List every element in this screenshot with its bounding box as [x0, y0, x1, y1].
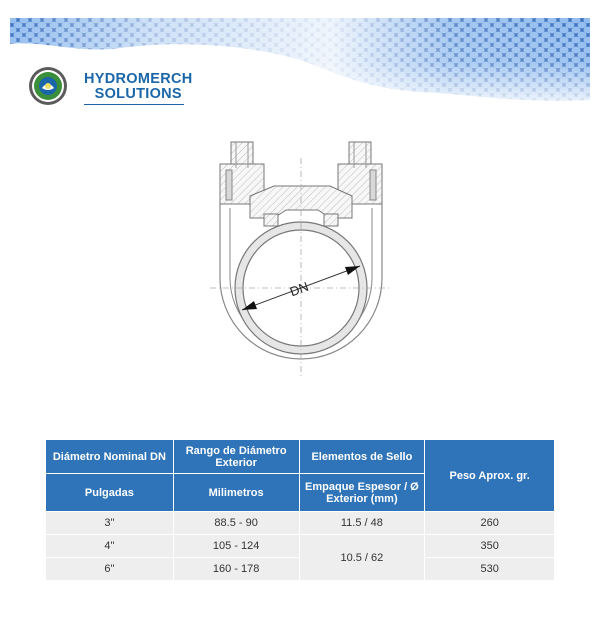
- cell-size: 6": [46, 558, 174, 581]
- header-weight: Peso Aprox. gr.: [425, 440, 555, 512]
- spec-table: [45, 439, 555, 581]
- brand-line-2: SOLUTIONS: [94, 86, 182, 102]
- dn-label: DN: [287, 278, 311, 300]
- cell-range: 160 - 178: [173, 558, 299, 581]
- cell-size: 3": [46, 512, 174, 535]
- brand-line-1: HYDROMERCH: [84, 71, 193, 87]
- cell-weight: 350: [425, 535, 555, 558]
- cell-range: 88.5 - 90: [173, 512, 299, 535]
- header-inches: Pulgadas: [46, 474, 174, 512]
- cell-weight: 260: [425, 512, 555, 535]
- company-logo: [28, 66, 68, 106]
- cell-seal: 11.5 / 48: [299, 512, 425, 535]
- header-gasket: Empaque Espesor / Ø Exterior (mm): [299, 474, 425, 512]
- header-nominal: Diámetro Nominal DN: [46, 440, 174, 474]
- header-seal: Elementos de Sello: [299, 440, 425, 474]
- cell-weight: 530: [425, 558, 555, 581]
- brand-name: [84, 72, 193, 105]
- header-mm: Milimetros: [173, 474, 299, 512]
- cell-range: 105 - 124: [173, 535, 299, 558]
- brand-underline: [84, 104, 184, 105]
- table-row: [46, 535, 555, 558]
- table-row: [46, 512, 555, 535]
- header-range: Rango de Diámetro Exterior: [173, 440, 299, 474]
- cell-seal: 10.5 / 62: [299, 535, 425, 581]
- clamp-technical-drawing: [190, 138, 412, 386]
- cell-size: 4": [46, 535, 174, 558]
